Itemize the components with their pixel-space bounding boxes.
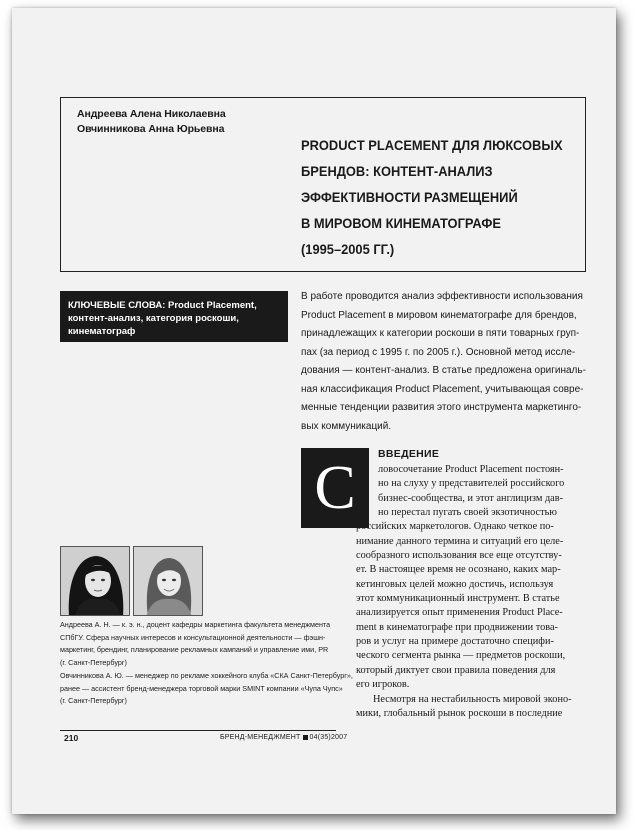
- abstract-line: пах (за период с 1995 г. по 2005 г.). Основной метод иссле-: [301, 346, 576, 358]
- journal-page: [12, 8, 616, 814]
- body-line: ет. В настоящее время не осознано, каких мар-: [356, 564, 561, 576]
- title-line: БРЕНДОВ: КОНТЕНТ-АНАЛИЗ: [301, 163, 493, 179]
- drop-cap: С: [301, 448, 369, 528]
- body-line: этот коммуникационный инструмент. В статье: [356, 593, 560, 605]
- journal-name: БРЕНД-МЕНЕДЖМЕНТ: [220, 734, 301, 741]
- page-number: 210: [64, 733, 79, 743]
- body-line: нимание данного термина и ситуаций его целе-: [356, 535, 564, 547]
- intro-text: [301, 463, 581, 721]
- body-line: ческого сегмента рынка — предметов роскоши,: [356, 650, 566, 662]
- author-bios: [60, 619, 353, 708]
- author-photo-andreeva: [60, 546, 130, 616]
- abstract-line: Product Placement в мировом кинематографе для брендов,: [301, 309, 577, 321]
- body-line: ловосочетание Product Placement постоян-: [378, 464, 564, 475]
- bio-line: маркетинг, брендинг, планирование рекламных кампаний и управление ими, PR: [60, 645, 329, 655]
- body-line: мики, глобальный рынок роскоши в последние: [356, 707, 563, 719]
- body-line: российских маркетологов. Однако четкое по-: [356, 521, 554, 533]
- bio-line: (г. Санкт-Петербург): [60, 696, 127, 706]
- body-line: который диктует свои правила поведения для: [356, 664, 556, 676]
- author-name: Овчинникова Анна Юрьевна: [77, 123, 225, 135]
- portrait-andreeva-icon: [61, 547, 130, 616]
- section-heading: ВВЕДЕНИЕ: [378, 448, 440, 460]
- bio-line: СПбГУ. Сфера научных интересов и консультационной деятельности — фэшн-: [60, 632, 326, 642]
- bio-line: Андреева А. Н. — к. э. н., доцент кафедры маркетинга факультета менеджмента: [60, 620, 331, 629]
- abstract-line: вых коммуникаций.: [301, 420, 392, 432]
- bio-line: Овчинникова А. Ю. — менеджер по рекламе хоккейного клуба «СКА Санкт-Петербург»,: [60, 670, 353, 680]
- title-line: В МИРОВОМ КИНЕМАТОГРАФЕ: [301, 215, 501, 231]
- title-line: ЭФФЕКТИВНОСТИ РАЗМЕЩЕНИЙ: [301, 189, 518, 205]
- body-line: ment в кинематографе при продвижении това-: [356, 621, 558, 633]
- body-line: но на слуху у представителей российского: [378, 478, 565, 490]
- body-line: Несмотря на нестабильность мировой эконо-: [373, 693, 572, 705]
- abstract-line: дования — контент-анализ. В статье предложена оригиналь-: [301, 365, 586, 376]
- square-bullet-icon: [303, 735, 308, 740]
- article-header-box: [60, 97, 586, 272]
- abstract-line: ная классификация Product Placement, учитывающая совре-: [301, 383, 584, 395]
- body-line: его игроков.: [356, 679, 410, 691]
- body-line: но перестал пугать своей экзотичностью: [378, 507, 557, 519]
- body-line: бизнес-сообщества, и этот англицизм дав-: [378, 492, 564, 504]
- portrait-ovchinnikova-icon: [134, 547, 203, 616]
- bio-line: (г. Санкт-Петербург): [60, 658, 127, 668]
- abstract-line: В работе проводится анализ эффективности использования: [301, 291, 583, 302]
- author-name: Андреева Алена Николаевна: [77, 108, 226, 120]
- body-line: анализируется опыт применения Product Place-: [356, 607, 563, 619]
- body-line: сообразного использования все еще отсутству-: [356, 550, 562, 562]
- abstract-line: принадлежащих к категории роскоши в пяти товарных груп-: [301, 328, 580, 339]
- author-photo-ovchinnikova: [133, 546, 203, 616]
- article-title: [301, 132, 563, 262]
- keywords-box: КЛЮЧЕВЫЕ СЛОВА: Product Placement, контент-анализ, категория роскоши, кинематограф: [60, 291, 288, 342]
- footer-divider: [60, 730, 336, 731]
- abstract-line: менные тенденции развития этого инструмента маркетинго-: [301, 402, 582, 413]
- authors-block: [77, 107, 226, 137]
- abstract: [301, 288, 591, 436]
- body-line: ров и услуг на примере достаточно специфи-: [356, 636, 554, 648]
- journal-footer: [220, 734, 347, 741]
- body-line: кетинговых целей можно достичь, используя: [356, 578, 554, 590]
- journal-issue: 04(35)2007: [309, 734, 348, 741]
- title-line: PRODUCT PLACEMENT ДЛЯ ЛЮКСОВЫХ: [301, 137, 563, 153]
- title-line: (1995–2005 ГГ.): [301, 241, 395, 257]
- bio-line: ранее — ассистент бренд-менеджера торговой марки SMINT компании «Чупа Чупс»: [60, 683, 343, 693]
